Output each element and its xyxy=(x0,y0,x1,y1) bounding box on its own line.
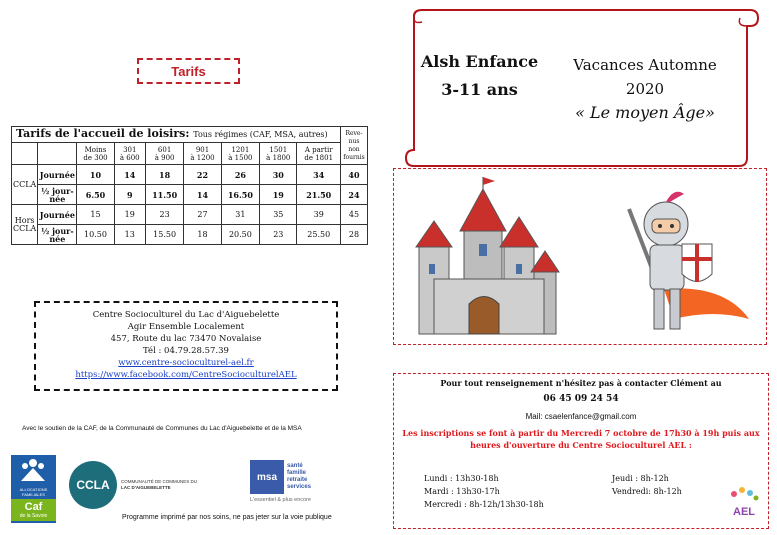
table-cell: 27 xyxy=(184,205,221,225)
msa-logo: msa santé famille retraite services L'essentiel & plus encore xyxy=(250,460,311,503)
table-cell: 10.50 xyxy=(77,225,114,245)
bracket-header: Moins de 300 xyxy=(77,143,114,165)
org-phone: Tél : 04.79.28.57.39 xyxy=(143,346,229,356)
castle-icon xyxy=(416,177,559,334)
table-cell: 23 xyxy=(145,205,183,225)
table-cell xyxy=(12,143,38,165)
tarif-table xyxy=(11,126,368,245)
table-cell: 6.50 xyxy=(77,185,114,205)
table-cell: 15.50 xyxy=(145,225,183,245)
table-cell: 11.50 xyxy=(145,185,183,205)
caf-family-icon xyxy=(11,455,56,485)
contact-line: Pour tout renseignement n'hésitez pas à contacter Clément au xyxy=(440,378,722,388)
table-cell: 9 xyxy=(114,185,145,205)
table-cell: 31 xyxy=(221,205,259,225)
hours-left: Lundi : 13h30-18h Mardi : 13h30-17h Mercredi : 8h-12h/13h30-18h xyxy=(424,474,544,509)
ccla-logo: CCLA COMMUNAUTÉ DE COMMUNES DU LAC D'AIGUEBELETTE xyxy=(69,461,197,509)
table-cell: 14 xyxy=(184,185,221,205)
table-cell: 26 xyxy=(221,165,259,185)
org-name: Centre Socioculturel du Lac d'Aiguebelette xyxy=(92,310,280,320)
table-cell: 25.50 xyxy=(297,225,341,245)
table-cell: 13 xyxy=(114,225,145,245)
table-title: Tarifs de l'accueil de loisirs: Tous régimes (CAF, MSA, autres) xyxy=(12,127,341,143)
row-label-journee: Journée xyxy=(38,165,77,185)
bracket-header: 901 à 1200 xyxy=(184,143,221,165)
table-cell: 21.50 xyxy=(297,185,341,205)
tarifs-label: Tarifs xyxy=(137,58,240,84)
org-tagline: Agir Ensemble Localement xyxy=(127,322,245,332)
table-cell: 15 xyxy=(77,205,114,225)
row-label-journee: Journée xyxy=(38,205,77,225)
inscriptions-line-1: Les inscriptions se font à partir du Mercredi 7 octobre de 17h30 à 19h puis aux xyxy=(402,428,760,438)
support-text: Avec le soutien de la CAF, de la Communauté de Communes du Lac d'Aiguebelette et de la MSA xyxy=(22,425,302,432)
table-cell: 14 xyxy=(114,165,145,185)
row-label-demi: ½ jour- née xyxy=(38,185,77,205)
table-cell: 30 xyxy=(260,165,297,185)
bracket-header: 601 à 900 xyxy=(145,143,183,165)
row-label-demi: ½ jour- née xyxy=(38,225,77,245)
website-link[interactable]: www.centre-socioculturel-ael.fr xyxy=(118,358,254,368)
ael-logo: AEL xyxy=(726,484,762,520)
bracket-header: 1501 à 1800 xyxy=(260,143,297,165)
group-ccla: CCLA xyxy=(12,165,38,205)
title-alsh: Alsh Enfance 3-11 ans xyxy=(420,52,539,99)
contact-mail: Mail: csaelenfance@gmail.com xyxy=(525,412,637,421)
table-cell: 24 xyxy=(341,185,368,205)
table-cell: 22 xyxy=(184,165,221,185)
table-cell: 19 xyxy=(114,205,145,225)
table-cell: 16.50 xyxy=(221,185,259,205)
caf-logo: ALLOCATIONS FAMILIALES Caf de la Savoie xyxy=(11,455,56,523)
table-cell: 19 xyxy=(260,185,297,205)
hours-right: Jeudi : 8h-12h Vendredi: 8h-12h xyxy=(612,474,682,496)
illustration-box xyxy=(393,168,767,345)
org-street: 457, Route du lac 73470 Novalaise xyxy=(110,334,262,344)
table-cell: 20.50 xyxy=(221,225,259,245)
castle-knight-illustration xyxy=(394,169,766,344)
bracket-header: 1201 à 1500 xyxy=(221,143,259,165)
facebook-link[interactable]: https://www.facebook.com/CentreSocioculturelAEL xyxy=(75,370,297,380)
table-cell: 40 xyxy=(341,165,368,185)
revenus-non-fournis-header: Reve- nus non fournis xyxy=(341,127,368,165)
address-box xyxy=(34,301,338,391)
table-cell xyxy=(38,143,77,165)
table-cell: 18 xyxy=(184,225,221,245)
table-cell: 35 xyxy=(260,205,297,225)
inscriptions-line-2: heures d'ouverture du Centre Socioculturel AEL : xyxy=(470,440,692,450)
group-hors-ccla: Hors CCLA xyxy=(12,205,38,245)
title-vacances: Vacances Automne 2020 « Le moyen Âge» xyxy=(573,56,717,122)
table-cell: 34 xyxy=(297,165,341,185)
table-cell: 39 xyxy=(297,205,341,225)
contact-phone: 06 45 09 24 54 xyxy=(543,394,619,404)
knight-icon xyxy=(629,192,749,329)
table-cell: 28 xyxy=(341,225,368,245)
table-cell: 18 xyxy=(145,165,183,185)
info-box xyxy=(393,373,769,529)
bracket-header: 301 à 600 xyxy=(114,143,145,165)
table-cell: 10 xyxy=(77,165,114,185)
bracket-header: A partir de 1801 xyxy=(297,143,341,165)
ael-dots-icon xyxy=(726,484,762,504)
table-cell: 23 xyxy=(260,225,297,245)
table-cell: 45 xyxy=(341,205,368,225)
footer-print-notice: Programme imprimé par nos soins, ne pas jeter sur la voie publique xyxy=(122,514,332,521)
